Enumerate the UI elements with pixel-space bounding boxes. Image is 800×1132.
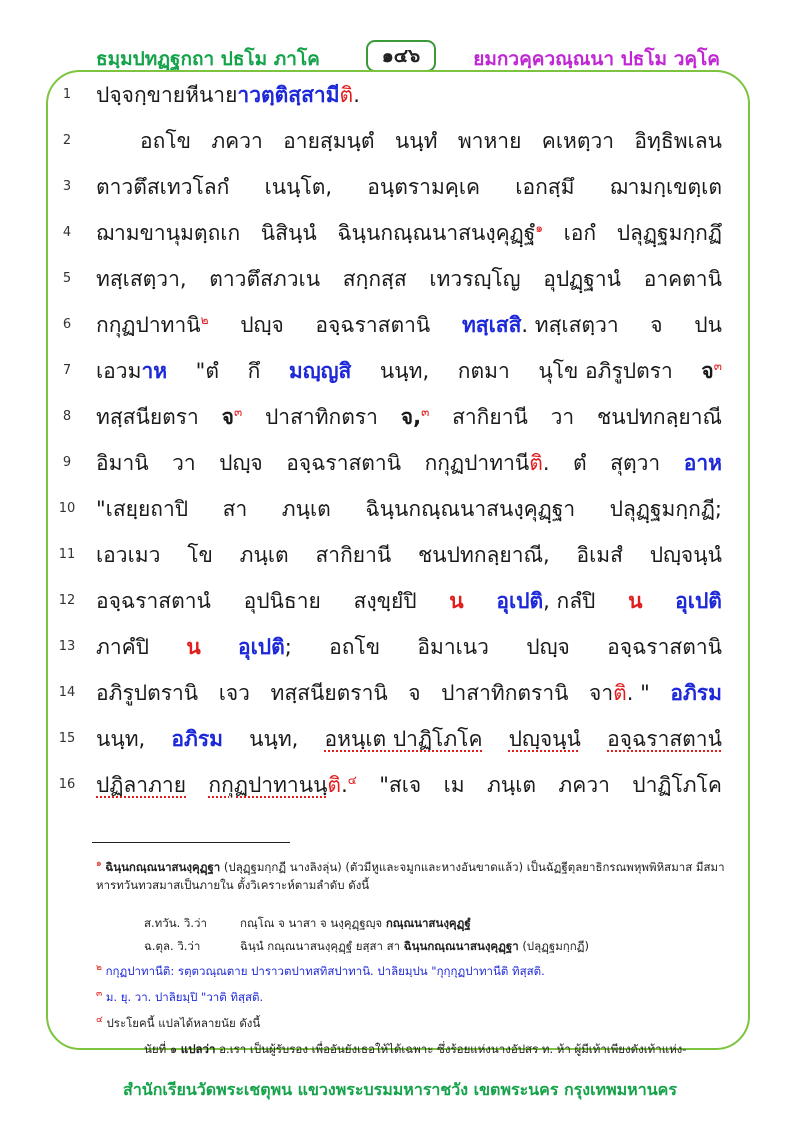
word: [249, 722, 298, 756]
word: [515, 170, 574, 204]
word: [289, 354, 351, 388]
line-number: 7: [62, 363, 72, 378]
word-part: ปาสาทิกตรานิ: [441, 681, 569, 705]
word: [186, 630, 200, 664]
word-part: ปญฺจ: [240, 313, 284, 337]
footnote-3-text: ม. ยุ. วา. ปาลิยมฺปิ "วาติ ทิสฺสติ.: [105, 990, 264, 1004]
word: [610, 446, 660, 480]
word-part: ติ: [613, 681, 627, 705]
line-number: 11: [58, 547, 76, 562]
word-part: อุเปติ: [496, 589, 544, 613]
word-part: ภควา: [558, 773, 610, 797]
word-part: ปาสาทิกตรา: [264, 405, 378, 429]
word-part: โข: [187, 543, 213, 567]
word: [589, 676, 650, 710]
word-part: อภิรม: [171, 727, 223, 751]
word-part: ตาวตึสเทวโลกํ: [96, 175, 230, 199]
word-part: จ: [408, 681, 421, 705]
word-part: เทวรญฺโญ: [429, 267, 521, 291]
page-number-badge: ๑๔๖: [366, 40, 436, 72]
word: [96, 676, 198, 710]
word-part: อภิรูปตรานิ: [96, 681, 199, 705]
line-number: 8: [62, 409, 72, 424]
word: [96, 630, 149, 664]
word-part: กกุฏปาทานนฺ: [208, 773, 328, 797]
word-part: าวตฺติสฺสามี: [237, 83, 340, 107]
word-part: เอกํ: [563, 221, 597, 245]
word-part: . ": [626, 681, 650, 705]
word: [496, 584, 595, 618]
footnote-1: $^๑$ ฉินฺนกณฺณนาสนงฺคุฏฺฐา (ปลุฏฺฐมกฺกฏี นางลิงลุ่น) (ตัวมีหูและจมูกและหางอันขาดแล้ว) เป็นฉัฏฐีตุลยาธิกรณพหุพพิหิสมาส มีสมาหารทวันทวสมาสเป็นภายใน ตั้งวิเคราะห์ตามลำดับ ดังนี้: [96, 859, 725, 892]
header-right-title: ยมกวคฺควณฺณนา ปธโม วคฺโค: [473, 48, 720, 70]
word-part: สุตฺวา: [610, 451, 661, 475]
word: [441, 676, 568, 710]
footnote-1-term: ฉินฺนกณฺณนาสนงฺคุฏฺฐา: [105, 860, 221, 874]
word: [96, 538, 160, 572]
word-part: ภนฺเต: [487, 773, 537, 797]
word: [343, 262, 407, 296]
word: [610, 492, 722, 526]
footnote-rule: [92, 842, 290, 843]
word-part: ฉินฺนกณฺณนาสนงฺคุฏฺฐํ: [337, 221, 536, 245]
word: [418, 538, 550, 572]
line-number: 3: [62, 179, 72, 194]
line-number: 1: [62, 87, 72, 102]
word-part: .: [353, 83, 360, 107]
word: [96, 262, 187, 296]
word: [365, 492, 575, 526]
word: [219, 446, 263, 480]
word: [458, 354, 510, 388]
line-text: [96, 308, 722, 342]
footnote-marker[interactable]: ๔: [347, 773, 357, 787]
word: [701, 354, 722, 388]
word: [367, 170, 480, 204]
text-line: [0, 768, 800, 802]
word-part: น: [449, 589, 464, 613]
word: [564, 216, 597, 250]
word-part: าห: [141, 359, 168, 383]
word: [196, 354, 219, 388]
word: [628, 584, 642, 618]
page-footer: สำนักเรียนวัดพระเชตุพน แขวงพระบรมมหาราชวัง เขตพระนคร กรุงเทพมหานคร: [123, 1080, 677, 1099]
line-number: 13: [58, 639, 76, 654]
word: [271, 676, 388, 710]
footnote-4-sub-lead: นัยที่ ๑: [144, 1042, 178, 1056]
word: [337, 216, 543, 250]
line-text: [96, 170, 722, 204]
footnote-1-text: (ปลุฏฺฐมกฺกฏี นางลิงลุ่น) (ตัวมีหูและจมูกและหางอันขาดแล้ว) เป็นฉัฏฐีตุลยาธิกรณพหุพพิหิสมาส มีสมาหารทวันทวสมาสเป็นภายใน ตั้งวิเคราะห์ตามลำดับ ดังนี้: [96, 860, 725, 892]
footnote-1-row-2-text: ฉินฺนํ กณฺณนาสนงฺคุฏฺฐํ ยสฺสา สา: [240, 939, 401, 953]
footnote-marker[interactable]: ๒: [200, 313, 209, 327]
word-part: อจฺฉราสตานิ: [607, 635, 722, 659]
word-part: สกฺกสฺส: [342, 267, 407, 291]
word: [96, 78, 185, 112]
word-part: ภควา: [211, 129, 263, 153]
line-text: [96, 722, 722, 756]
word: [408, 676, 420, 710]
word-part: อภิรม: [670, 681, 722, 705]
word-part: ฉินฺนกณฺณนาสนงฺคุฏฺฐา: [365, 497, 576, 521]
word-part: ปลุฏฺฐมกฺกฏี;: [609, 497, 722, 521]
word: [325, 722, 483, 756]
word: [444, 768, 465, 802]
word: [462, 308, 619, 342]
word-part: ฌามขานุมตฺถเก: [96, 221, 241, 245]
word: [401, 400, 430, 434]
word-part: ทสฺเสตฺวา,: [96, 267, 187, 291]
word-part: ปจฺจกฺขาย: [96, 83, 186, 107]
footnote-2-text: กกุฏปาทานีติ: รตฺตวณฺณตาย ปาราวตปาทสทิสปาทานิ. ปาลิยมฺปน "กุกฺกุฏปาทานีติ ทิสฺสติ.: [105, 964, 545, 978]
word: [675, 584, 722, 618]
word-part: อาห: [683, 451, 722, 475]
word-part: เอวม: [96, 359, 142, 383]
footnote-4: $^๔$ ประโยคนี้ แปลได้หลายนัย ดังนี้: [96, 1015, 261, 1030]
word: [248, 354, 261, 388]
footnote-4-sub-bold: แปลว่า: [180, 1042, 216, 1056]
footnote-marker[interactable]: ๓: [713, 359, 722, 373]
word-part: อจฺฉราสตานิ: [286, 451, 402, 475]
line-text: [96, 216, 722, 250]
word: [617, 216, 722, 250]
text-line: [0, 676, 800, 710]
line-text: [96, 354, 722, 388]
word-part: ปน: [694, 313, 722, 337]
text-line: [0, 630, 800, 664]
word: [526, 630, 570, 664]
line-number: 4: [62, 225, 72, 240]
word-part: สากิยานี: [452, 405, 528, 429]
word-part: ติ: [339, 83, 354, 107]
word: [240, 308, 284, 342]
word-part: น: [186, 635, 201, 659]
word: [670, 676, 722, 710]
word-part: สงฺขฺยํปิ: [353, 589, 417, 613]
footnote-1-row-2: [144, 937, 724, 955]
word-part: อนฺตรามคฺเค: [367, 175, 481, 199]
word: [96, 308, 209, 342]
word: [573, 446, 587, 480]
word: [429, 262, 520, 296]
word-part: "ตํ: [195, 359, 219, 383]
word: [265, 170, 332, 204]
word: [240, 538, 289, 572]
word-part: "เสยฺยถาปิ: [96, 497, 189, 521]
text-line: [0, 538, 800, 572]
word-part: ภนฺเต: [281, 497, 331, 521]
word: [185, 78, 360, 112]
word-part: ปญฺจนฺนํ: [508, 727, 581, 751]
word: [551, 400, 575, 434]
word: [223, 492, 248, 526]
word: [96, 584, 211, 618]
word: [315, 308, 430, 342]
word-part: ปญฺจนฺนํ: [649, 543, 722, 567]
word-part: ปญฺจ: [219, 451, 263, 475]
word-part: จ: [221, 405, 234, 429]
word-part: อถโข: [140, 129, 191, 153]
word: [449, 584, 463, 618]
word: [395, 124, 438, 158]
word: [650, 308, 662, 342]
word: [211, 124, 262, 158]
word: [171, 722, 223, 756]
word-part: กึ: [247, 359, 261, 383]
line-text: [96, 768, 722, 802]
word-part: ฌามกฺเขตฺเต: [609, 175, 722, 199]
word-part: นุโข อภิรูปตรา: [538, 359, 673, 383]
text-line: [0, 400, 800, 434]
text-line: [0, 492, 800, 526]
line-number: 16: [58, 777, 76, 792]
word-part: อุเปติ: [237, 635, 285, 659]
word-part: นิสินฺนํ: [260, 221, 317, 245]
word: [329, 630, 380, 664]
word-part: ติ: [529, 451, 543, 475]
word-part: ทสฺสนียตรา: [96, 405, 199, 429]
word: [543, 262, 621, 296]
line-number: 14: [58, 685, 76, 700]
word-part: อิมานิ: [96, 451, 149, 475]
word-part: . ทสฺเสตฺวา: [521, 313, 619, 337]
word: [96, 722, 145, 756]
footnote-1-row-1: [144, 914, 724, 932]
word-part: คเหตฺวา: [541, 129, 615, 153]
word-part: อิมาเนว: [417, 635, 489, 659]
line-text: [96, 630, 722, 664]
word: [607, 630, 722, 664]
word-part: อุปนิธาย: [243, 589, 321, 613]
text-line: [0, 78, 800, 112]
word: [208, 768, 356, 802]
line-text: [96, 492, 722, 526]
footnote-4-sub: [144, 1040, 734, 1058]
line-number: 15: [58, 731, 76, 746]
word: [650, 538, 722, 572]
word: [634, 124, 722, 158]
word: [458, 124, 522, 158]
word: [219, 676, 250, 710]
word-part: ;: [284, 635, 292, 659]
word: [96, 768, 186, 802]
word-part: อจฺฉราสตานํ: [607, 727, 722, 751]
word-part: ภนฺเต: [239, 543, 289, 567]
footnote-1-row-1-label: ส.ทวัน. วิ.ว่า: [144, 916, 207, 930]
word-part: อจฺฉราสตานํ: [96, 589, 211, 613]
word-part: , กลํปิ: [543, 589, 596, 613]
word-part: สา: [222, 497, 248, 521]
word: [597, 400, 722, 434]
word: [425, 446, 550, 480]
word-part: นนฺท,: [96, 727, 146, 751]
word-part: เม: [443, 773, 465, 797]
line-number: 10: [58, 501, 76, 516]
footnote-marker[interactable]: ๓: [233, 405, 243, 419]
word: [452, 400, 528, 434]
word-part: อุปฏฺฐานํ: [543, 267, 622, 291]
word-part: .: [542, 451, 550, 475]
line-number: 12: [58, 593, 76, 608]
word-part: อายสฺมนฺตํ: [283, 129, 375, 153]
word: [96, 446, 149, 480]
word-part: อิเมสํ: [576, 543, 623, 567]
word-part: ทสฺเสสิ: [461, 313, 522, 337]
word-part: ทสฺสนียตรานิ: [270, 681, 388, 705]
word-part: สากิยานี: [315, 543, 392, 567]
word-part: น: [628, 589, 643, 613]
footnote-1-row-2-tail: (ปลุฏฺฐมกฺกฏี): [522, 939, 589, 953]
word: [96, 170, 229, 204]
text-line: [0, 584, 800, 618]
word-part: ปลุฏฺฐมกฺกฏึ: [616, 221, 722, 245]
word: [509, 722, 581, 756]
line-number: 2: [62, 133, 72, 148]
footnote-3: $^๓$ ม. ยุ. วา. ปาลิยมฺปิ "วาติ ทิสฺสติ.: [96, 989, 264, 1004]
line-number: 6: [62, 317, 72, 332]
line-text: [96, 584, 722, 618]
line-text: [96, 262, 722, 296]
word-part: พาหาย: [457, 129, 522, 153]
word: [282, 492, 331, 526]
word: [558, 768, 609, 802]
line-text: [96, 538, 722, 572]
word-part: ปฏิลาภาย: [96, 773, 187, 797]
line-text: [140, 124, 722, 158]
word-part: เอวเมว: [96, 543, 161, 567]
text-line: [0, 124, 800, 158]
line-text: [96, 78, 722, 112]
word: [694, 308, 722, 342]
word-part: จา: [589, 681, 614, 705]
word-part: ปาฏิโภโค: [632, 773, 722, 797]
word: [140, 124, 191, 158]
word-part: วา: [550, 405, 575, 429]
footnote-1-row-2-term: ฉินฺนกณฺณนาสนงฺคุฏฺฐา: [403, 939, 519, 953]
word-part: อถโข: [329, 635, 381, 659]
word: [209, 262, 320, 296]
header-left-title: ธมฺมปทฏฺฐกถา ปธโม ภาโค: [96, 48, 320, 70]
line-number: 5: [62, 271, 72, 286]
footnote-1-row-1-text: กณฺโณ จ นาสา จ นงฺคุฏฺฐญฺจ: [240, 916, 383, 930]
word: [542, 124, 614, 158]
word: [538, 354, 672, 388]
line-text: [96, 676, 722, 710]
word: [610, 170, 722, 204]
word-part: จ: [701, 359, 714, 383]
word-part: กกุฏปาทานี: [424, 451, 530, 475]
word-part: กกุฏปาทานิ: [96, 313, 201, 337]
word: [261, 216, 317, 250]
word-part: อิทฺธิพเลน: [634, 129, 722, 153]
word: [576, 538, 622, 572]
word-part: ตํ: [573, 451, 587, 475]
word-part: เอกสฺมึ: [515, 175, 575, 199]
word: [96, 216, 240, 250]
footnote-marker[interactable]: ๓: [421, 405, 430, 419]
footnote-1-row-2-label: ฉ.ตุล. วิ.ว่า: [144, 939, 201, 953]
word: [315, 538, 391, 572]
word: [283, 124, 374, 158]
word: [286, 446, 401, 480]
word: [222, 400, 243, 434]
word: [244, 584, 321, 618]
word-part: หีนาย: [185, 83, 238, 107]
word-part: อุเปติ: [675, 589, 722, 613]
word-part: อหนฺเต ปาฏิโภโค: [324, 727, 483, 751]
word: [684, 446, 722, 480]
line-text: [96, 400, 722, 434]
word-part: นนฺท,: [249, 727, 299, 751]
word: [238, 630, 292, 664]
line-text: [96, 446, 722, 480]
word: [96, 492, 188, 526]
text-line: [0, 216, 800, 250]
word-part: อาคตานิ: [643, 267, 722, 291]
word-part: ภาคํปิ: [96, 635, 150, 659]
word: [487, 768, 536, 802]
word-part: นนฺทํ: [394, 129, 438, 153]
word-part: กตมา: [457, 359, 510, 383]
word: [265, 400, 378, 434]
text-line: [0, 354, 800, 388]
word-part: ติ: [327, 773, 342, 797]
word-part: ชนปทกลฺยาณี,: [418, 543, 550, 567]
word: [96, 400, 199, 434]
word-part: นนฺท,: [379, 359, 430, 383]
word-part: .: [341, 773, 348, 797]
word: [379, 768, 421, 802]
word-part: อจฺฉราสตานิ: [315, 313, 431, 337]
word: [644, 262, 722, 296]
word-part: เนนฺโต,: [264, 175, 333, 199]
text-line: [0, 262, 800, 296]
word-part: จ: [650, 313, 663, 337]
word: [187, 538, 213, 572]
word: [380, 354, 429, 388]
word: [354, 584, 417, 618]
word-part: ชนปทกลฺยาณี: [597, 405, 722, 429]
text-line: [0, 446, 800, 480]
word-part: ตาวตึสภวเน: [209, 267, 321, 291]
word: [607, 722, 722, 756]
line-number: 9: [62, 455, 72, 470]
word: [632, 768, 722, 802]
word-part: "สเจ: [379, 773, 422, 797]
footnote-4-sub-text: อ.เรา เป็นผู้รับรอง เพื่ออันยังเธอให้ได้เฉพาะ ซึ่งร้อยแห่งนางอัปสร ท. ห้า ผู้มีเท้าเพียงดังเท้าแห่ง-: [219, 1042, 687, 1056]
word-part: วา: [172, 451, 196, 475]
word: [172, 446, 196, 480]
text-line: [0, 308, 800, 342]
text-line: [0, 170, 800, 204]
word: [417, 630, 489, 664]
word-part: จ,: [400, 405, 422, 429]
text-line: [0, 722, 800, 756]
footnote-2: $^๒$ กกุฏปาทานีติ: รตฺตวณฺณตาย ปาราวตปาทสทิสปาทานิ. ปาลิยมฺปน "กุกฺกุฏปาทานีติ ทิสฺสติ.: [96, 963, 545, 978]
word-part: เจว: [218, 681, 250, 705]
footnote-1-row-1-term: กณฺณนาสนงฺคุฏฺฐํ: [385, 916, 471, 930]
word-part: ปญฺจ: [526, 635, 570, 659]
footnote-marker[interactable]: ๑: [535, 221, 543, 235]
word-part: มญฺญสิ: [288, 359, 352, 383]
footnote-4-text: ประโยคนี้ แปลได้หลายนัย ดังนี้: [106, 1016, 261, 1030]
word: [96, 354, 167, 388]
